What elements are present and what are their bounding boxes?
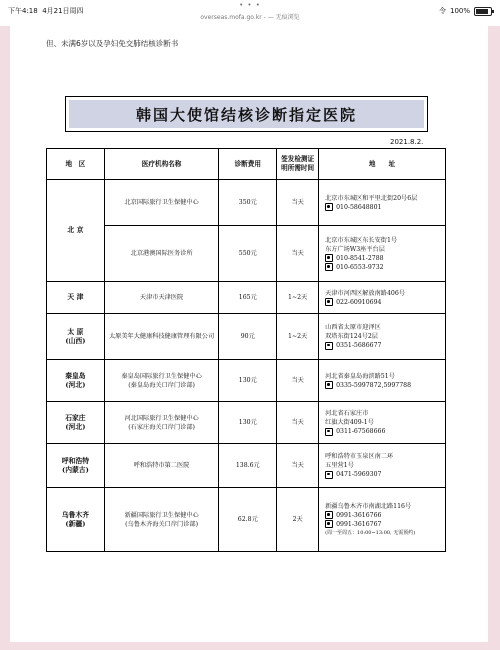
phone-line: 010-6553-9732: [325, 263, 443, 272]
region-cell: 北 京: [47, 180, 105, 282]
institution-cell: 北京港澳国际医务诊所: [104, 226, 219, 282]
table-header-row: [47, 149, 446, 180]
address-cell: [319, 444, 446, 488]
address-cell: [319, 180, 446, 226]
phone-line: 0991-3616767: [325, 520, 443, 529]
issue-time-cell: 当天: [277, 402, 319, 444]
address-line: 北京市东城区和平里北街20号6层: [325, 194, 418, 202]
institution-cell: 秦皇岛国际旅行卫生保健中心 (秦皇岛海关口岸门诊部): [104, 360, 219, 402]
address-cell: [319, 282, 446, 314]
more-dots-icon[interactable]: • • •: [239, 1, 261, 9]
phone-line: 010-8541-2788: [325, 254, 443, 263]
status-date: 4月21日周四: [42, 7, 84, 15]
address-line: 河北省秦皇岛海滨路51号: [325, 372, 395, 380]
fee-cell: 130元: [219, 360, 277, 402]
fee-cell: 130元: [219, 402, 277, 444]
phone-icon: [325, 381, 333, 389]
issue-time-cell: 1~2天: [277, 314, 319, 360]
institution-cell: 太原美年大健康科技健康管理有限公司: [104, 314, 219, 360]
address-cell: [319, 402, 446, 444]
region-cell: 乌鲁木齐 (新疆): [47, 488, 105, 552]
address-cell: [319, 488, 446, 552]
title-box: [65, 96, 428, 132]
address-cell: [319, 314, 446, 360]
address-line: 北京市东城区东长安街1号: [325, 236, 398, 244]
address-line: 红旗大街409-1号: [325, 419, 374, 426]
phone-icon: [325, 471, 333, 479]
table-row: [47, 444, 446, 488]
wifi-icon: 令: [438, 7, 446, 15]
table-row: [47, 282, 446, 314]
phone-icon: [325, 342, 333, 350]
header-institution: 医疗机构名称: [104, 149, 219, 180]
issue-time-cell: 2天: [277, 488, 319, 552]
institution-cell: 北京国际旅行卫生保健中心: [104, 180, 219, 226]
region-cell: 石家庄 (河北): [47, 402, 105, 444]
phone-line: 010-58648801: [325, 203, 443, 212]
fee-cell: 138.6元: [219, 444, 277, 488]
institution-cell: 河北国际旅行卫生保健中心 (石家庄海关口岸门诊部): [104, 402, 219, 444]
issue-time-cell: 当天: [277, 360, 319, 402]
fee-cell: 350元: [219, 180, 277, 226]
document-title: 韩国大使馆结核诊断指定医院: [69, 100, 424, 128]
fee-cell: 550元: [219, 226, 277, 282]
phone-icon: [325, 520, 333, 528]
header-address: 地 址: [319, 149, 446, 180]
fee-cell: 165元: [219, 282, 277, 314]
document-date: 2021.8.2.: [390, 138, 424, 146]
phone-icon: [325, 254, 333, 262]
address-line: 新疆乌鲁木齐市南湖北路116号: [325, 502, 412, 510]
table-row: [47, 180, 446, 226]
table-row: [47, 226, 446, 282]
issue-time-cell: 1~2天: [277, 282, 319, 314]
table-row: [47, 314, 446, 360]
status-time: 下午4:18: [8, 7, 38, 15]
address-line: 呼和浩特市玉泉区南二环: [325, 453, 394, 460]
phone-icon: [325, 511, 333, 519]
fee-cell: 90元: [219, 314, 277, 360]
phone-line: 022-60910694: [325, 298, 443, 307]
region-cell: 呼和浩特 (内蒙古): [47, 444, 105, 488]
region-cell: 太 原 (山西): [47, 314, 105, 360]
battery-icon: [474, 7, 492, 16]
hours-note: (周一至周五：10:00~13:00, 无需预约): [325, 529, 416, 536]
document-page: [10, 26, 488, 642]
table-body: [47, 180, 446, 552]
institution-cell: 呼和浩特市第二医院: [104, 444, 219, 488]
phone-line: 0311-67568666: [325, 427, 443, 436]
phone-icon: [325, 263, 333, 271]
address-cell: [319, 226, 446, 282]
region-cell: 秦皇岛 (河北): [47, 360, 105, 402]
institution-cell: 天津市天津医院: [104, 282, 219, 314]
phone-icon: [325, 298, 333, 306]
issue-time-cell: 当天: [277, 444, 319, 488]
status-bar: [0, 0, 500, 26]
issue-time-cell: 当天: [277, 180, 319, 226]
phone-icon: [325, 428, 333, 436]
status-indicators: [439, 6, 492, 16]
address-cell: [319, 360, 446, 402]
address-line: 双塔东街124号2层: [325, 333, 378, 340]
header-fee: 诊断费用: [219, 149, 277, 180]
fee-cell: 62.8元: [219, 488, 277, 552]
phone-line: 0471-5969307: [325, 470, 443, 479]
table-row: [47, 488, 446, 552]
phone-line: 0335-5997872,5997788: [325, 381, 443, 390]
phone-line: 0351-5686677: [325, 341, 443, 350]
phone-line: 0991-3616766: [325, 511, 443, 520]
address-line: 天津市河西区解放南路406号: [325, 289, 405, 297]
table-row: [47, 402, 446, 444]
institution-cell: 新疆国际旅行卫生保健中心 (乌鲁木齐海关口岸门诊部): [104, 488, 219, 552]
url-text[interactable]: overseas.mofa.go.kr - — 无痕浏览: [200, 14, 300, 21]
note-text: 但、未满6岁以及孕妇免交肺结核诊断书: [46, 39, 179, 48]
table-row: [47, 360, 446, 402]
battery-percent: 100%: [449, 7, 470, 15]
issue-time-cell: 当天: [277, 226, 319, 282]
header-region: 地 区: [47, 149, 105, 180]
address-line: 山西省太原市迎泽区: [325, 324, 381, 331]
address-line: 五里营1号: [325, 462, 354, 469]
address-bar[interactable]: [0, 2, 500, 21]
header-issue-time: 签发检测证明所需时间: [277, 149, 319, 180]
region-cell: 天 津: [47, 282, 105, 314]
address-line: 东方广场W3座平台层: [325, 245, 385, 253]
address-line: 河北省石家庄市: [325, 410, 369, 417]
phone-icon: [325, 203, 333, 211]
hospital-table: [46, 148, 446, 552]
